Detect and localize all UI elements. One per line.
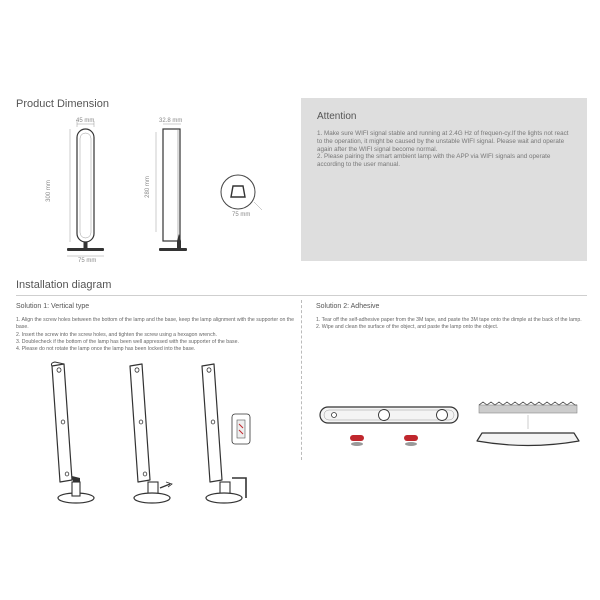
- solution1-steps: [16, 317, 294, 353]
- base-top-view-drawing: [218, 170, 268, 230]
- solution1-step-3: 3. Doublecheck if the bottom of the lamp has been well appressed with the supporter of the base.: [16, 338, 239, 345]
- front-height-label: 300 mm: [45, 180, 52, 202]
- solution2-step-1: 1. Tear off the self-adhesive paper from the 3M tape, and paste the 3M tape onto the dimple at the back of the lamp.: [316, 317, 582, 323]
- solution2-step-2: 2. Wipe and clean the surface of the object, and paste the lamp onto the object.: [316, 324, 499, 331]
- solution1-step-2: 2. Insert the screw into the screw holes, and tighten the screw using a hexagon wrench.: [16, 331, 217, 338]
- side-depth-label: 32.8 mm: [159, 118, 183, 124]
- side-view-lamp-illustration: [143, 114, 203, 274]
- product-dimension-title: Product Dimension: [16, 98, 109, 110]
- side-view-drawing: [143, 114, 203, 274]
- lamp-step-2: [130, 364, 172, 503]
- mounting-surface: [479, 402, 577, 429]
- solution1-title: Solution 1: Vertical type: [16, 303, 90, 310]
- attention-note-2: 2. Please pairing the smart ambient lamp with the APP via WIFI signals and operate according to the user manual.: [317, 153, 551, 169]
- attention-panel: [301, 98, 587, 261]
- attention-title: Attention: [317, 111, 357, 122]
- base-width-label: 75 mm: [78, 258, 97, 264]
- lamp-step-1: [51, 362, 94, 503]
- base-top-view-illustration: [218, 170, 268, 230]
- attention-notes: [317, 130, 575, 169]
- attention-note-1: 1. Make sure WIFI signal stable and running at 2.4G Hz of frequen-cy.If the lights not react to the operation, it might be caused by the unstable WIFI signal. Please wait and operate again after the WIFI signal become normal.: [317, 130, 569, 153]
- solution2-title: Solution 2: Adhesive: [316, 303, 380, 310]
- 3m-tape-pads: [350, 435, 418, 446]
- solution1-step-1: 1. Align the screw holes between the bottom of the lamp and the base, keep the lamp alignment with the supporter on the base.: [16, 317, 294, 331]
- front-view-drawing: [45, 114, 118, 274]
- base-diameter-label: 75 mm: [232, 212, 251, 218]
- front-view-lamp-illustration: [58, 114, 118, 274]
- vertical-install-illustration: [30, 360, 290, 510]
- installation-title: Installation diagram: [16, 279, 112, 291]
- lamp-step-3: [202, 364, 250, 503]
- column-divider: [301, 300, 303, 460]
- solution2-steps: [316, 317, 582, 332]
- front-width-label: 45 mm: [76, 118, 95, 124]
- solution1-step-4: 4. Please do not rotate the lamp once the lamp has been locked into the base.: [16, 346, 196, 353]
- side-height-label: 280 mm: [144, 176, 151, 198]
- adhesive-install-illustration: [316, 395, 586, 465]
- lamp-attached: [477, 433, 579, 446]
- lamp-back-view: [320, 407, 458, 423]
- section-divider: [16, 295, 587, 296]
